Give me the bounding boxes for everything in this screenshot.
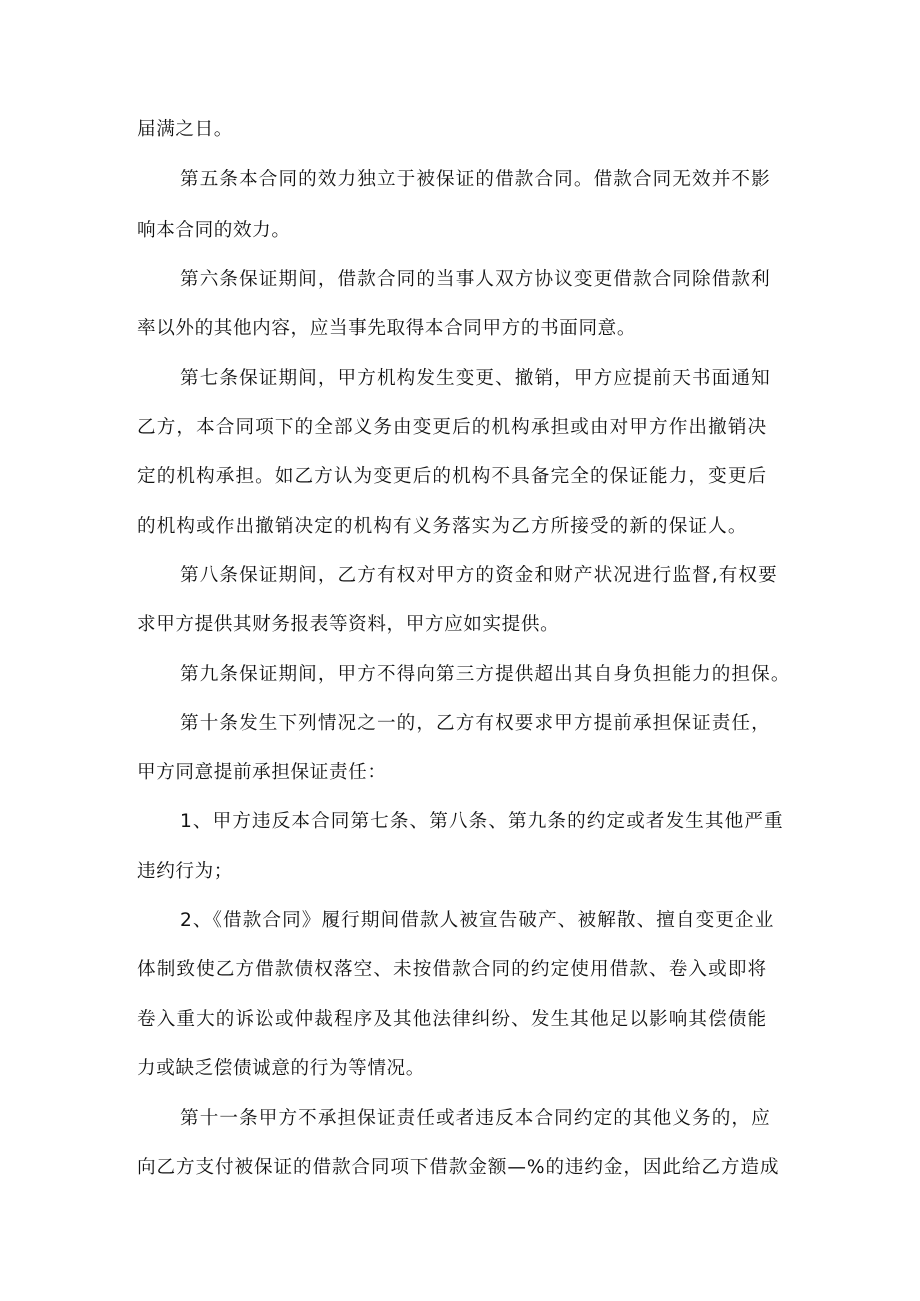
text-line-18: 体制致使乙方借款债权落空、未按借款合同的约定使用借款、卷入或即将: [137, 959, 768, 980]
text-line-3: 响本合同的效力。: [137, 220, 291, 241]
text-line-21: 第十一条甲方不承担保证责任或者违反本合同约定的其他义务的，应: [180, 1108, 771, 1129]
text-line-7: 乙方，本合同项下的全部义务由变更后的机构承担或由对甲方作出撤销决: [137, 417, 768, 438]
text-line-12: 第九条保证期间，甲方不得向第三方提供超出其自身负担能力的担保。: [180, 664, 791, 685]
text-line-1: 届满之日。: [137, 119, 233, 140]
text-line-15: 1、甲方违反本合同第七条、第八条、第九条的约定或者发生其他严重: [180, 811, 784, 832]
text-line-20: 力或缺乏偿债诚意的行为等情况。: [137, 1058, 425, 1079]
text-line-19: 卷入重大的诉讼或仲裁程序及其他法律纠纷、发生其他足以影响其偿债能: [137, 1009, 768, 1030]
text-line-9: 的机构或作出撤销决定的机构有义务落实为乙方所接受的新的保证人。: [137, 516, 748, 537]
text-line-10: 第八条保证期间，乙方有权对甲方的资金和财产状况进行监督,有权要: [180, 565, 778, 586]
text-line-14: 甲方同意提前承担保证责任：: [137, 762, 387, 783]
text-line-6: 第七条保证期间，甲方机构发生变更、撤销，甲方应提前天书面通知: [180, 368, 771, 389]
text-line-17: 2、《借款合同》履行期间借款人被宣告破产、被解散、擅自变更企业: [180, 910, 775, 931]
text-line-4: 第六条保证期间，借款合同的当事人双方协议变更借款合同除借款利: [180, 269, 771, 290]
text-line-13: 第十条发生下列情况之一的，乙方有权要求甲方提前承担保证责任，: [180, 713, 771, 734]
text-line-8: 定的机构承担。如乙方认为变更后的机构不具备完全的保证能力，变更后: [137, 466, 768, 487]
text-line-2: 第五条本合同的效力独立于被保证的借款合同。借款合同无效并不影: [180, 169, 771, 190]
text-line-11: 求甲方提供其财务报表等资料，甲方应如实提供。: [137, 614, 560, 635]
text-line-16: 违约行为；: [137, 861, 233, 882]
text-line-22: 向乙方支付被保证的借款合同项下借款金额—%的违约金，因此给乙方造成: [137, 1157, 780, 1178]
text-line-5: 率以外的其他内容，应当事先取得本合同甲方的书面同意。: [137, 318, 637, 339]
